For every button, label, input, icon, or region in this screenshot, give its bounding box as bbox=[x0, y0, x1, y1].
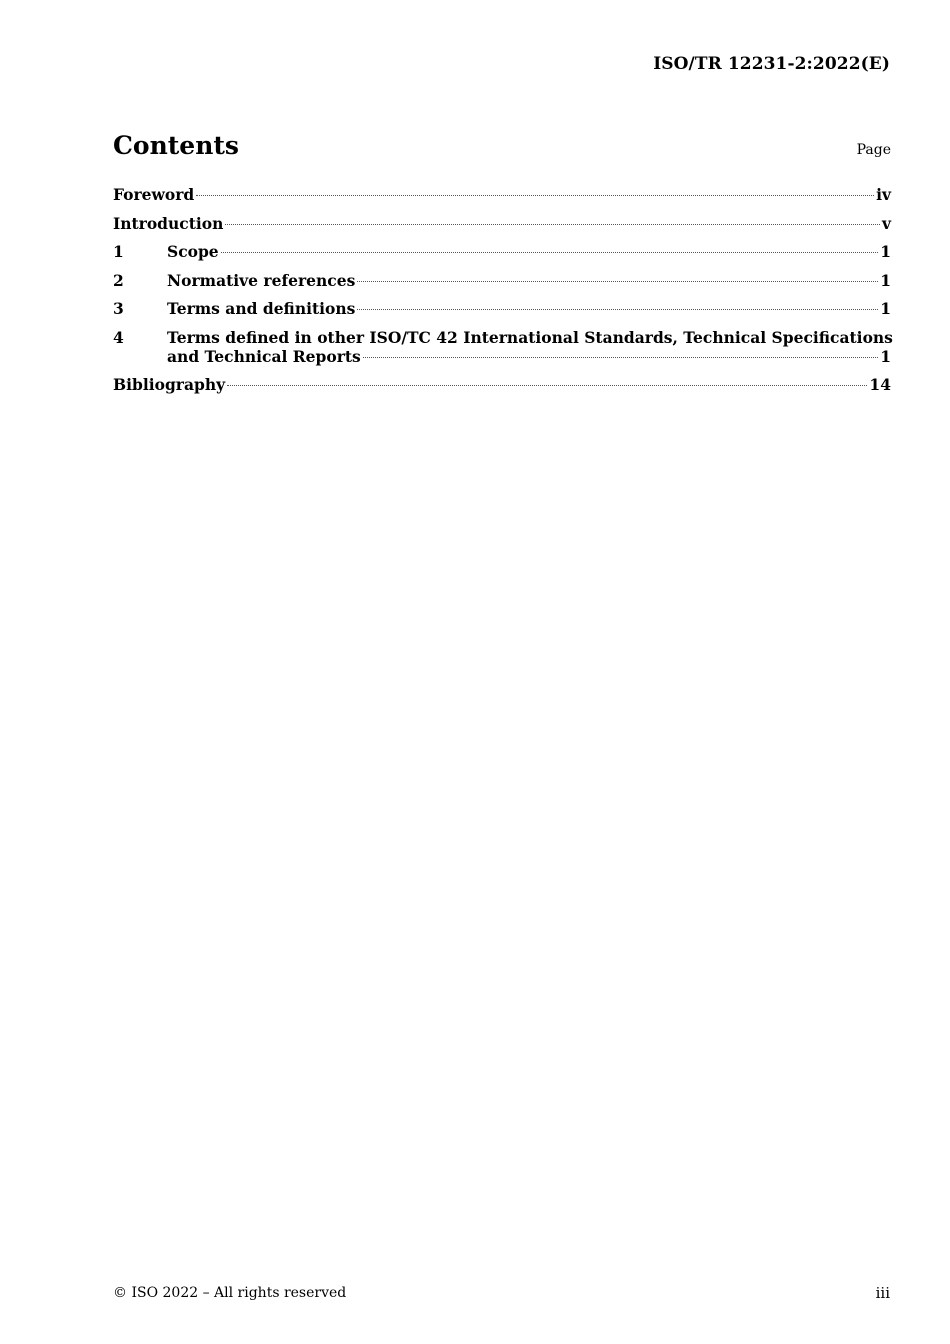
toc-entry-terms-and-definitions[interactable] bbox=[113, 299, 891, 318]
toc-page-number: 1 bbox=[880, 346, 891, 366]
toc-title: Scope bbox=[167, 242, 219, 261]
dot-leader bbox=[221, 252, 879, 253]
dot-leader bbox=[357, 309, 878, 310]
contents-title: Contents bbox=[113, 131, 240, 160]
dot-leader bbox=[225, 224, 880, 225]
toc-title-continued: and Technical Reports bbox=[167, 346, 361, 366]
dot-leader bbox=[196, 195, 874, 196]
toc-title: Introduction bbox=[113, 213, 224, 233]
toc-page-number: iv bbox=[876, 185, 891, 204]
toc-entry-introduction[interactable] bbox=[113, 214, 891, 233]
toc-entry-foreword[interactable] bbox=[113, 185, 891, 204]
toc-entry-bibliography[interactable] bbox=[113, 375, 891, 394]
dot-leader bbox=[357, 281, 878, 282]
toc-title: Terms defined in other ISO/TC 42 International Standards, Technical Specifications bbox=[167, 327, 893, 347]
toc-page-number: 1 bbox=[880, 299, 891, 318]
toc-entry-body bbox=[167, 328, 891, 366]
toc-number: 3 bbox=[113, 299, 124, 318]
toc-title: Normative references bbox=[167, 270, 356, 290]
toc-title: Foreword bbox=[113, 185, 195, 204]
toc-page-number: 14 bbox=[869, 375, 891, 394]
toc-title-line-2 bbox=[167, 347, 891, 366]
contents-header bbox=[113, 131, 891, 165]
page-column-label: Page bbox=[856, 142, 891, 158]
toc-title-line-1 bbox=[167, 328, 891, 347]
toc-entry-normative-references[interactable] bbox=[113, 271, 891, 290]
toc-page-number: 1 bbox=[880, 242, 891, 261]
toc-page-number: v bbox=[881, 213, 891, 233]
table-of-contents bbox=[113, 185, 891, 404]
document-id: ISO/TR 12231-2:2022(E) bbox=[653, 54, 890, 74]
toc-number: 1 bbox=[113, 242, 124, 261]
dot-leader bbox=[363, 357, 878, 358]
copyright-notice: © ISO 2022 – All rights reserved bbox=[113, 1285, 347, 1301]
dot-leader bbox=[227, 385, 867, 386]
toc-entry-body bbox=[167, 299, 891, 318]
toc-entry-scope[interactable] bbox=[113, 242, 891, 261]
toc-entry-body bbox=[113, 214, 891, 233]
toc-entry-body bbox=[167, 271, 891, 290]
toc-title: Bibliography bbox=[113, 375, 226, 394]
toc-page-number: 1 bbox=[880, 270, 891, 290]
toc-entry-body bbox=[113, 375, 891, 394]
toc-entry-body bbox=[113, 185, 891, 204]
toc-number: 2 bbox=[113, 270, 124, 290]
toc-number: 4 bbox=[113, 327, 124, 347]
toc-title: Terms and definitions bbox=[167, 299, 356, 318]
page-number: iii bbox=[875, 1284, 890, 1302]
toc-entry-body bbox=[167, 242, 891, 261]
toc-entry-terms-defined-in-other-standards[interactable] bbox=[113, 328, 891, 366]
